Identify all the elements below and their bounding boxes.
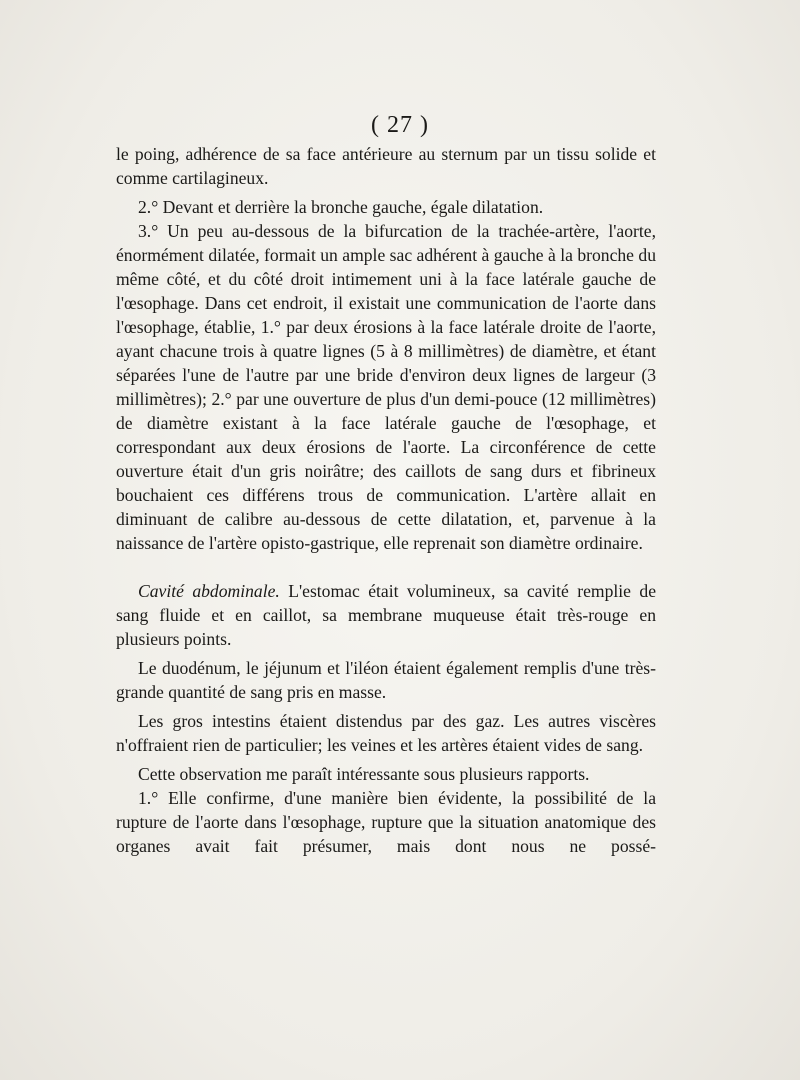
paragraph-item-3 [116,219,656,555]
paragraph-observation [116,762,656,786]
paragraph-abdominal-cavity [116,579,656,651]
paragraph-text: 3.° Un peu au-dessous de la bifurcation de la trachée-artère, l'aorte, énormément dilatée, formait un ample sac adhérent à gauche à la bronche du même côté, et du côté droit intimement uni à la face latérale gauche de l'œsophage. Dans cet endroit, il existait une communication de l'aorte dans l'œsophage, établie, 1.° par deux érosions à la face latérale droite de l'aorte, ayant chacune trois à quatre lignes (5 à 8 millimètres) de diamètre, et étant séparées l'une de l'autre par une bride d'environ deux lignes de largeur (3 millimètres); 2.° par une ouverture de plus d'un demi-pouce (12 millimètres) de diamètre existant à la face latérale gauche de l'œsophage, et correspondant aux deux érosions de l'aorte. La circonférence de cette ouverture était d'un gris noirâtre; des caillots de sang durs et fibrineux bouchaient ces différens trous de communication. L'artère allait en diminuant de calibre au-dessous de cette dilatation, et, parvenue à la naissance de l'artère opisto-gastrique, elle reprenait son diamètre ordinaire. [116,221,656,553]
paragraph-conclusion-1 [116,786,656,858]
paragraph-duodenum [116,656,656,704]
section-lead: Cavité abdominale. [138,581,280,601]
paragraph-text: Cette observation me paraît intéressante sous plusieurs rapports. [138,764,590,784]
paragraph-item-2 [116,195,656,219]
paragraph-text: le poing, adhérence de sa face antérieure au sternum par un tissu solide et comme cartilagineux. [116,144,656,188]
body-text [116,142,656,858]
paragraph-text: Les gros intestins étaient distendus par des gaz. Les autres viscères n'offraient rien de particulier; les veines et les artères étaient vides de sang. [116,711,656,755]
page-number: ( 27 ) [371,112,429,138]
paragraph-text: Le duodénum, le jéjunum et l'iléon étaient également remplis d'une très-grande quantité de sang pris en masse. [116,658,656,702]
paragraph-text: L'estomac était volumineux, sa cavité remplie de sang fluide et en caillot, sa membrane muqueuse était très-rouge en plusieurs points. [116,581,656,649]
paragraph-text: 2.° Devant et derrière la bronche gauche, égale dilatation. [138,197,544,217]
paragraph-continuation [116,142,656,190]
paragraph-intestines [116,709,656,757]
paragraph-text: 1.° Elle confirme, d'une manière bien évidente, la possibilité de la rupture de l'aorte dans l'œsophage, rupture que la situation anatomique des organes avait fait présumer, mais dont nous ne possé- [116,788,656,856]
